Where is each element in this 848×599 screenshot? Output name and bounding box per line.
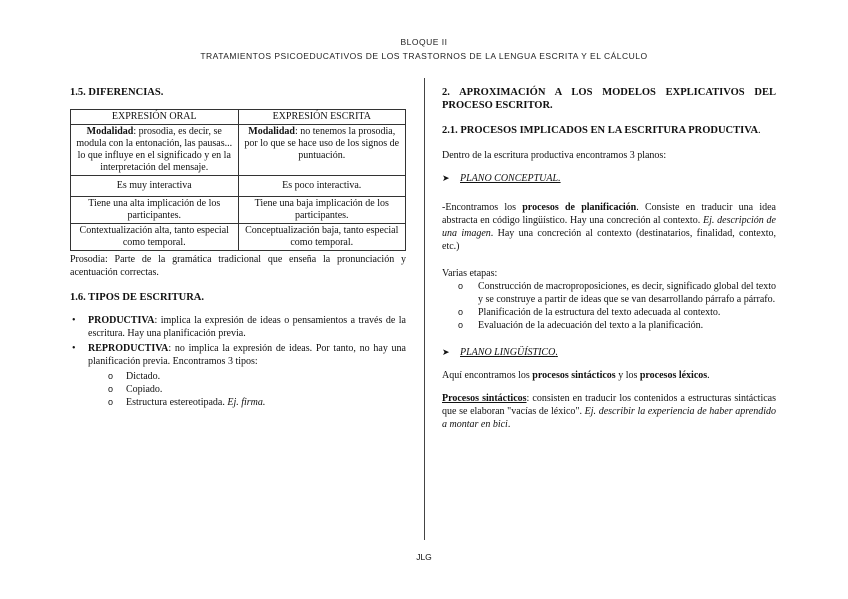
circle-bullet-icon: o: [108, 384, 114, 394]
circle-bullet-icon: o: [108, 371, 114, 381]
bullet-icon: •: [72, 315, 76, 326]
syntactic-paragraph: Procesos sintácticos: consisten en traducir los contenidos a estructuras sintácticas que se elaboran "vacías de léxico". Ej. describir la experiencia de haber aprendido a montar en bici.: [442, 393, 777, 430]
list-item: o Estructura estereotipada. Ej. firma.: [108, 397, 266, 408]
list-item: o Evaluación de la adecuación del texto a la planificación.: [458, 320, 704, 331]
section-1-5-title: 1.5. DIFERENCIAS.: [70, 87, 164, 98]
table-cell: Contextualización alta, tanto especial como temporal.: [71, 224, 239, 251]
table-cell: Modalidad: prosodia, es decir, se modula con la entonación, las pausas... lo que influye en el significado y en la interpretación del mensaje.: [71, 125, 239, 176]
planes-intro: Dentro de la escritura productiva encontramos 3 planos:: [442, 150, 667, 161]
plane-linguistic-heading: ➤ PLANO LINGÜÍSTICO.: [442, 347, 558, 358]
table-row: [71, 224, 406, 251]
table-header-row: [71, 110, 406, 125]
writing-types-list: [70, 314, 406, 368]
table-cell: Tiene una alta implicación de los participantes.: [71, 197, 239, 224]
conceptual-paragraph: -Encontramos los procesos de planificación. Consiste en traducir una idea abstracta en código lingüístico. Hay una concreción al contexto. Ej. descripción de una imagen. Hay una concreción al contexto (destinatarios, finalidad, contexto, etc.): [442, 202, 776, 252]
footer-initials: JLG: [416, 552, 432, 562]
plane-conceptual-heading: ➤ PLANO CONCEPTUAL.: [442, 173, 561, 184]
table-cell: Es poco interactiva.: [238, 176, 406, 197]
right-column: [442, 86, 776, 431]
table-cell: Modalidad: no tenemos la prosodia, por lo que se hace uso de los signos de puntuación.: [238, 125, 406, 176]
stages-list: [442, 280, 776, 332]
table-cell: Tiene una baja implicación de los participantes.: [238, 197, 406, 224]
stages-title: Varias etapas:: [442, 268, 498, 279]
table-row: [71, 125, 406, 176]
list-item: • REPRODUCTIVA: no implica la expresión de ideas. Por tanto, no hay una planificación previa. Encontramos 3 tipos:: [72, 343, 406, 367]
section-2-1-title: 2.1. PROCESOS IMPLICADOS EN LA ESCRITURA PRODUCTIVA.: [442, 125, 761, 136]
table-row: [71, 176, 406, 197]
prosodia-note: Prosodia: Parte de la gramática tradicional que enseña la pronunciación y acentuación correctas.: [70, 254, 406, 278]
circle-bullet-icon: o: [458, 281, 464, 291]
left-column: [70, 86, 406, 409]
section-1-6-title: 1.6. TIPOS DE ESCRITURA.: [70, 292, 205, 303]
section-2-title: 2. APROXIMACIÓN A LOS MODELOS EXPLICATIVOS DEL PROCESO ESCRITOR.: [442, 87, 776, 111]
circle-bullet-icon: o: [108, 397, 114, 407]
differences-table: [70, 109, 406, 251]
table-row: [71, 197, 406, 224]
reproductive-subtypes: [70, 370, 406, 409]
circle-bullet-icon: o: [458, 307, 464, 317]
list-item: • PRODUCTIVA: implica la expresión de ideas o pensamientos a través de la escritura. Hay una planificación previa.: [72, 315, 406, 339]
arrow-bullet-icon: ➤: [442, 173, 450, 183]
header-written: EXPRESIÓN ESCRITA: [238, 110, 406, 125]
list-item: o Planificación de la estructura del texto adecuada al contexto.: [458, 307, 721, 318]
document-title: TRATAMIENTOS PSICOEDUCATIVOS DE LOS TRASTORNOS DE LA LENGUA ESCRITA Y EL CÁLCULO: [200, 51, 648, 61]
list-item: o Dictado.: [108, 371, 161, 382]
column-divider: [424, 78, 425, 540]
list-item: o Copiado.: [108, 384, 163, 395]
table-cell: Conceptualización baja, tanto especial como temporal.: [238, 224, 406, 251]
arrow-bullet-icon: ➤: [442, 347, 450, 357]
bullet-icon: •: [72, 343, 76, 354]
list-item: o Construcción de macroproposiciones, es decir, significado global del texto y se construye a partir de ideas que se van desarrollando párrafo a párrafo.: [458, 281, 776, 305]
header-oral: EXPRESIÓN ORAL: [71, 110, 239, 125]
table-cell: Es muy interactiva: [71, 176, 239, 197]
block-title: BLOQUE II: [400, 37, 448, 47]
circle-bullet-icon: o: [458, 320, 464, 330]
linguistic-paragraph: Aquí encontramos los procesos sintácticos y los procesos léxicos.: [442, 370, 710, 381]
